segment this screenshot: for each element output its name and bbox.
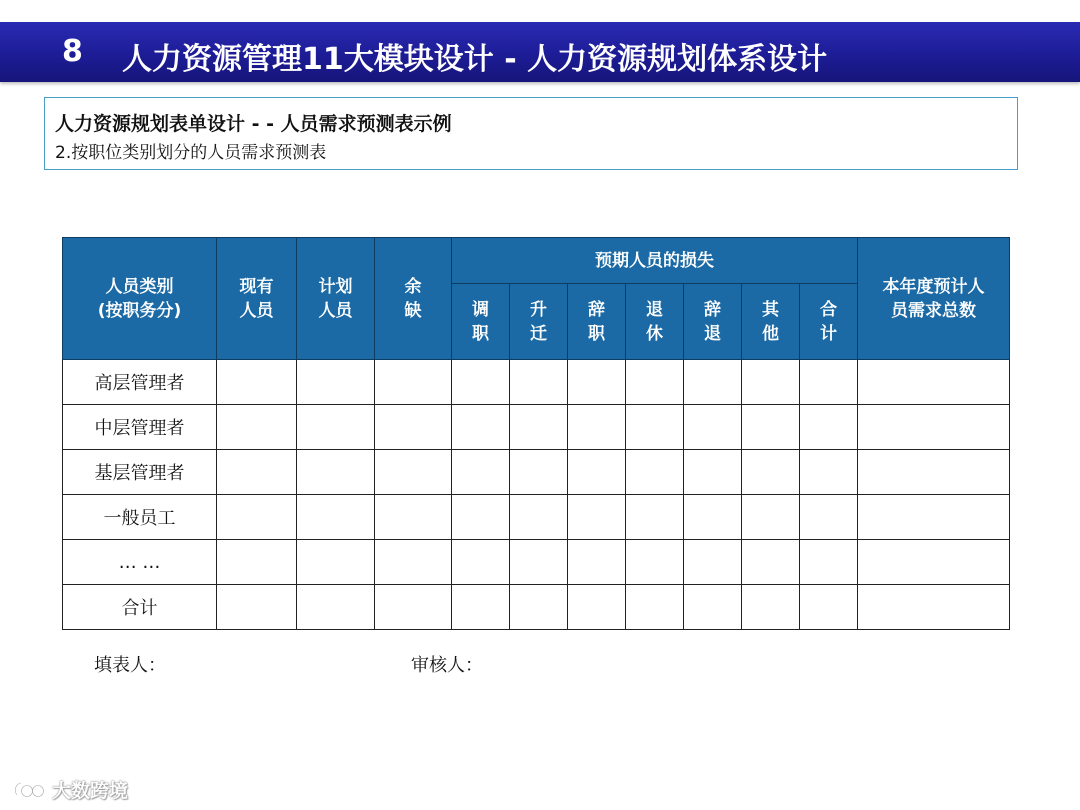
table-cell[interactable] <box>510 405 568 450</box>
table-cell[interactable] <box>684 495 742 540</box>
header-loss-other: 其 他 <box>742 284 800 360</box>
filler-label: 填表人： <box>94 655 166 676</box>
table-cell[interactable] <box>375 450 452 495</box>
table-cell[interactable] <box>858 585 1010 630</box>
watermark-logo-icon <box>12 779 46 801</box>
table-cell[interactable] <box>568 360 626 405</box>
table-cell[interactable] <box>297 585 375 630</box>
table-cell[interactable] <box>452 585 510 630</box>
table-cell[interactable] <box>217 360 297 405</box>
header-planned: 计划 人员 <box>297 238 375 360</box>
table-cell[interactable] <box>684 405 742 450</box>
table-cell[interactable] <box>510 495 568 540</box>
table-cell[interactable] <box>297 360 375 405</box>
row-category-label: 一般员工 <box>63 495 217 540</box>
table-cell[interactable] <box>217 540 297 585</box>
table-cell[interactable] <box>510 540 568 585</box>
section-number: 8 <box>62 34 83 69</box>
table-cell[interactable] <box>568 540 626 585</box>
table-row <box>63 450 1010 495</box>
table-cell[interactable] <box>297 405 375 450</box>
header-total-demand: 本年度预计人 员需求总数 <box>858 238 1010 360</box>
row-category-label: 高层管理者 <box>63 360 217 405</box>
table-cell[interactable] <box>800 495 858 540</box>
row-category-label: 基层管理者 <box>63 450 217 495</box>
table-cell[interactable] <box>684 540 742 585</box>
form-title: 人力资源规划表单设计 - - 人员需求预测表示例 <box>55 113 452 135</box>
table-row <box>63 540 1010 585</box>
table-cell[interactable] <box>742 540 800 585</box>
table-cell[interactable] <box>297 450 375 495</box>
table-cell[interactable] <box>858 450 1010 495</box>
row-category-label: 合计 <box>63 585 217 630</box>
header-loss-promotion: 升 迁 <box>510 284 568 360</box>
row-category-label: … … <box>63 540 217 585</box>
info-box <box>44 97 1018 170</box>
table-cell[interactable] <box>568 585 626 630</box>
title-bar <box>0 22 1080 82</box>
table-cell[interactable] <box>858 495 1010 540</box>
table-row <box>63 405 1010 450</box>
table-cell[interactable] <box>568 450 626 495</box>
table-cell[interactable] <box>800 360 858 405</box>
table-cell[interactable] <box>217 450 297 495</box>
table-cell[interactable] <box>217 585 297 630</box>
table-cell[interactable] <box>568 405 626 450</box>
table-cell[interactable] <box>452 450 510 495</box>
table-cell[interactable] <box>375 405 452 450</box>
table-row <box>63 495 1010 540</box>
table-cell[interactable] <box>510 585 568 630</box>
header-gap: 余 缺 <box>375 238 452 360</box>
header-expected-loss: 预期人员的损失 <box>452 238 858 284</box>
table-cell[interactable] <box>626 585 684 630</box>
watermark <box>12 776 128 803</box>
header-category: 人员类别 (按职务分) <box>63 238 217 360</box>
header-loss-resignation: 辞 职 <box>568 284 626 360</box>
table-cell[interactable] <box>375 360 452 405</box>
header-loss-subtotal: 合 计 <box>800 284 858 360</box>
table-cell[interactable] <box>297 495 375 540</box>
header-loss-retirement: 退 休 <box>626 284 684 360</box>
header-loss-transfer: 调 职 <box>452 284 510 360</box>
table-cell[interactable] <box>626 495 684 540</box>
table-cell[interactable] <box>626 540 684 585</box>
form-subtitle: 2.按职位类别划分的人员需求预测表 <box>55 143 327 163</box>
table-cell[interactable] <box>858 540 1010 585</box>
table-cell[interactable] <box>858 360 1010 405</box>
table-cell[interactable] <box>742 585 800 630</box>
page-title: 人力资源管理11大模块设计 - 人力资源规划体系设计 <box>122 42 828 77</box>
demand-forecast-table <box>62 237 1010 630</box>
reviewer-label: 审核人： <box>411 655 483 676</box>
table-cell[interactable] <box>297 540 375 585</box>
table-cell[interactable] <box>452 540 510 585</box>
table-cell[interactable] <box>800 405 858 450</box>
header-current: 现有 人员 <box>217 238 297 360</box>
table-row <box>63 360 1010 405</box>
table-cell[interactable] <box>375 495 452 540</box>
table-cell[interactable] <box>742 405 800 450</box>
table-cell[interactable] <box>375 585 452 630</box>
table-cell[interactable] <box>452 495 510 540</box>
table-cell[interactable] <box>452 360 510 405</box>
table-cell[interactable] <box>684 360 742 405</box>
table-cell[interactable] <box>375 540 452 585</box>
header-loss-dismissal: 辞 退 <box>684 284 742 360</box>
table-cell[interactable] <box>684 450 742 495</box>
table-cell[interactable] <box>742 360 800 405</box>
table-cell[interactable] <box>626 360 684 405</box>
table-cell[interactable] <box>684 585 742 630</box>
table-cell[interactable] <box>568 495 626 540</box>
table-row <box>63 585 1010 630</box>
table-cell[interactable] <box>217 405 297 450</box>
row-category-label: 中层管理者 <box>63 405 217 450</box>
table-cell[interactable] <box>626 450 684 495</box>
table-cell[interactable] <box>217 495 297 540</box>
table-cell[interactable] <box>800 540 858 585</box>
table-cell[interactable] <box>800 450 858 495</box>
table-cell[interactable] <box>742 495 800 540</box>
table-cell[interactable] <box>452 405 510 450</box>
table-cell[interactable] <box>510 360 568 405</box>
table-cell[interactable] <box>510 450 568 495</box>
table-cell[interactable] <box>626 405 684 450</box>
table-cell[interactable] <box>742 450 800 495</box>
table-cell[interactable] <box>858 405 1010 450</box>
table-cell[interactable] <box>800 585 858 630</box>
watermark-text: 大数跨境 <box>52 780 129 802</box>
